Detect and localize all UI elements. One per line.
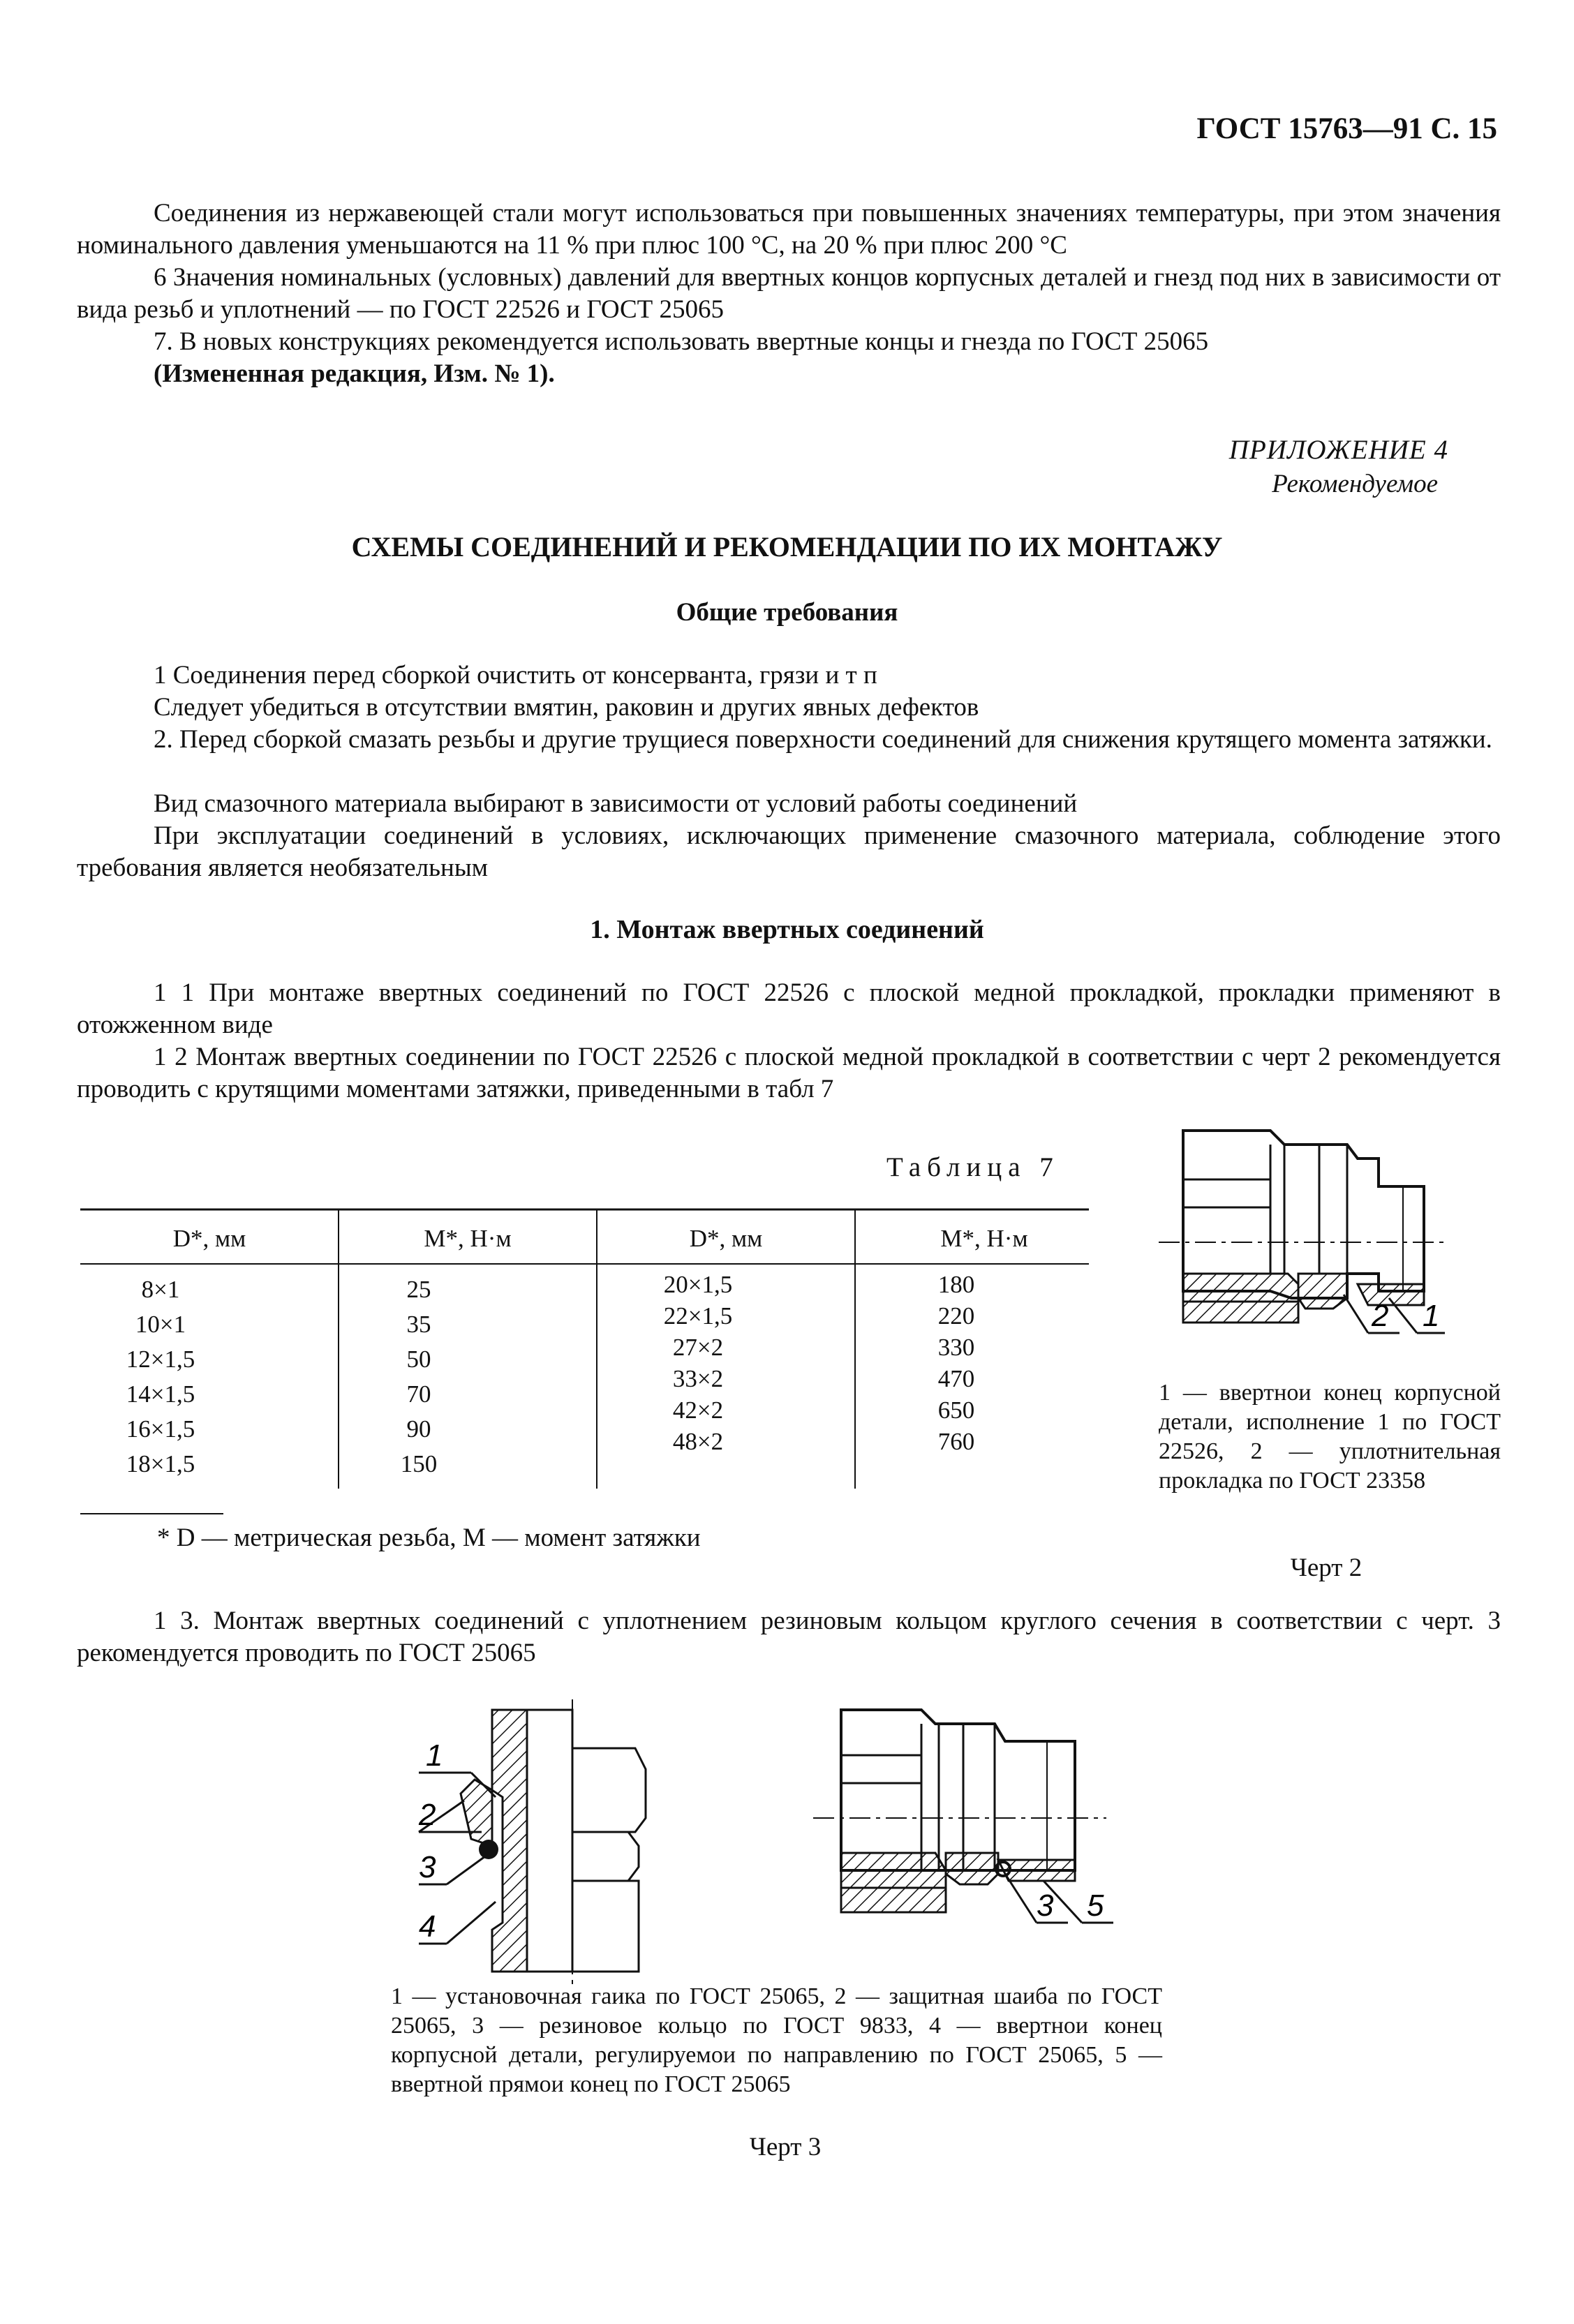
table-cell-m: 25 <box>406 1276 431 1303</box>
table-cell-m: 760 <box>937 1428 975 1455</box>
main-title: СХЕМЫ СОЕДИНЕНИЙ И РЕКОМЕНДАЦИИ ПО ИХ МОНТАЖУ <box>351 531 1223 563</box>
figure-3-label-2: 2 <box>419 1798 436 1832</box>
table-cell-m: 50 <box>406 1346 431 1373</box>
figure-3-caption: 1 — установочная гаика по ГОСТ 25065, 2 — защитная шаиба по ГОСТ 25065, 3 — резиновое кольцо по ГОСТ 9833, 4 — ввертнои конец корпусной детали, регулируемои по направлению по ГОСТ 25065, 5 — ввертной прямои конец по ГОСТ 25065 <box>391 1983 1162 2097</box>
page-header: ГОСТ 15763—91 С. 15 <box>1196 112 1497 145</box>
table-header-d1: D*, мм <box>172 1225 246 1252</box>
table-cell-d: 27×2 <box>672 1334 724 1361</box>
figure-3-label-3-right: 3 <box>1037 1889 1054 1923</box>
appendix-title: ПРИЛОЖЕНИЕ 4 <box>1228 435 1448 465</box>
intro-paragraph-2: 6 Значения номинальных (условных) давлений для ввертных концов корпусных деталей и гнезд под них в зависимости от вида резьб и уплотнений — по ГОСТ 22526 и ГОСТ 25065 <box>77 263 1501 324</box>
table-cell-d: 18×1,5 <box>126 1450 195 1477</box>
table-footnote-rule <box>80 1513 223 1514</box>
intro-paragraph-3: 7. В новых конструкциях рекомендуется использовать ввертные концы и гнезда по ГОСТ 25065 <box>154 327 1209 356</box>
table-cell-m: 220 <box>937 1302 975 1329</box>
table-cell-m: 90 <box>406 1415 431 1443</box>
general-paragraph-4: Вид смазочного материала выбирают в зависимости от условий работы соединений <box>154 789 1078 818</box>
figure-2-drawing <box>1159 1124 1522 1368</box>
general-paragraph-5: При эксплуатации соединений в условиях, исключающих применение смазочного материала, соблюдение этого требования является необязательным <box>77 821 1501 882</box>
table-caption: Таблица 7 <box>886 1152 1060 1182</box>
section-1-paragraph-2: 1 2 Монтаж ввертных соединении по ГОСТ 22526 с плоской медной прокладкой в соответствии с черт 2 рекомендуется проводить с крутящими моментами затяжки, приведенными в табл 7 <box>77 1043 1501 1103</box>
figure-2-caption: 1 — ввертнои конец корпусной детали, исполнение 1 по ГОСТ 22526, 2 — уплотнительная прокладка по ГОСТ 23358 <box>1159 1380 1501 1494</box>
figure-3-label-5: 5 <box>1087 1889 1104 1923</box>
table-cell-m: 35 <box>406 1311 431 1338</box>
torque-table <box>80 1209 1089 1503</box>
figure-2-label-2: 2 <box>1372 1299 1389 1333</box>
section-1-heading: 1. Монтаж ввертных соединений <box>590 915 984 944</box>
table-header-m1: M*, Н·м <box>424 1225 512 1252</box>
table-header-d2: D*, мм <box>689 1225 763 1252</box>
general-paragraph-2: Следует убедиться в отсутствии вмятин, раковин и других явных дефектов <box>154 693 979 722</box>
table-cell-d: 12×1,5 <box>126 1346 195 1373</box>
figure-3-title: Черт 3 <box>749 2133 822 2161</box>
figure-2-title: Черт 2 <box>1290 1554 1363 1582</box>
section-1-3-paragraph: 1 3. Монтаж ввертных соединений с уплотнением резиновым кольцом круглого сечения в соответствии с черт. 3 рекомендуется проводить по ГОСТ 25065 <box>77 1607 1501 1667</box>
table-footnote: * D — метрическая резьба, M — момент затяжки <box>157 1524 701 1552</box>
general-paragraph-1: 1 Соединения перед сборкой очистить от консерванта, грязи и т п <box>154 661 877 690</box>
appendix-subtitle: Рекомендуемое <box>1272 470 1438 498</box>
table-cell-m: 470 <box>937 1365 975 1392</box>
general-heading: Общие требования <box>676 598 898 627</box>
figure-3-label-3: 3 <box>419 1850 436 1884</box>
table-cell-d: 10×1 <box>135 1311 186 1338</box>
table-header-m2: M*, Н·м <box>940 1225 1028 1252</box>
figure-2-label-1: 1 <box>1423 1299 1440 1333</box>
table-cell-d: 42×2 <box>672 1396 724 1424</box>
figure-3-label-1: 1 <box>426 1738 443 1773</box>
table-cell-d: 33×2 <box>672 1365 724 1392</box>
table-cell-m: 330 <box>937 1334 975 1361</box>
table-cell-m: 70 <box>406 1380 431 1408</box>
table-cell-d: 14×1,5 <box>126 1380 195 1408</box>
table-cell-d: 20×1,5 <box>663 1271 733 1298</box>
section-1-paragraph-1: 1 1 При монтаже ввертных соединений по ГОСТ 22526 с плоской медной прокладкой, прокладки применяют в отожженном виде <box>77 978 1501 1039</box>
table-cell-m: 180 <box>937 1271 975 1298</box>
figure-3-left-drawing <box>398 1699 691 2013</box>
table-cell-d: 8×1 <box>141 1276 180 1303</box>
table-cell-d: 16×1,5 <box>126 1415 195 1443</box>
table-cell-m: 650 <box>937 1396 975 1424</box>
intro-paragraph-1: Соединения из нержавеющей стали могут использоваться при повышенных значениях температуры, при этом значения номинального давления уменьшаются на 11 % при плюс 100 °С, на 20 % при плюс 200 °С <box>77 199 1501 260</box>
table-cell-d: 48×2 <box>672 1428 724 1455</box>
figure-3-label-4: 4 <box>419 1909 436 1944</box>
amendment-note: (Измененная редакция, Изм. № 1). <box>154 359 555 388</box>
table-cell-m: 150 <box>400 1450 438 1477</box>
table-cell-d: 22×1,5 <box>663 1302 733 1329</box>
general-paragraph-3: 2. Перед сборкой смазать резьбы и другие трущиеся поверхности соединений для снижения крутящего момента затяжки. <box>154 725 1492 754</box>
figure-3-right-drawing <box>813 1703 1176 1954</box>
